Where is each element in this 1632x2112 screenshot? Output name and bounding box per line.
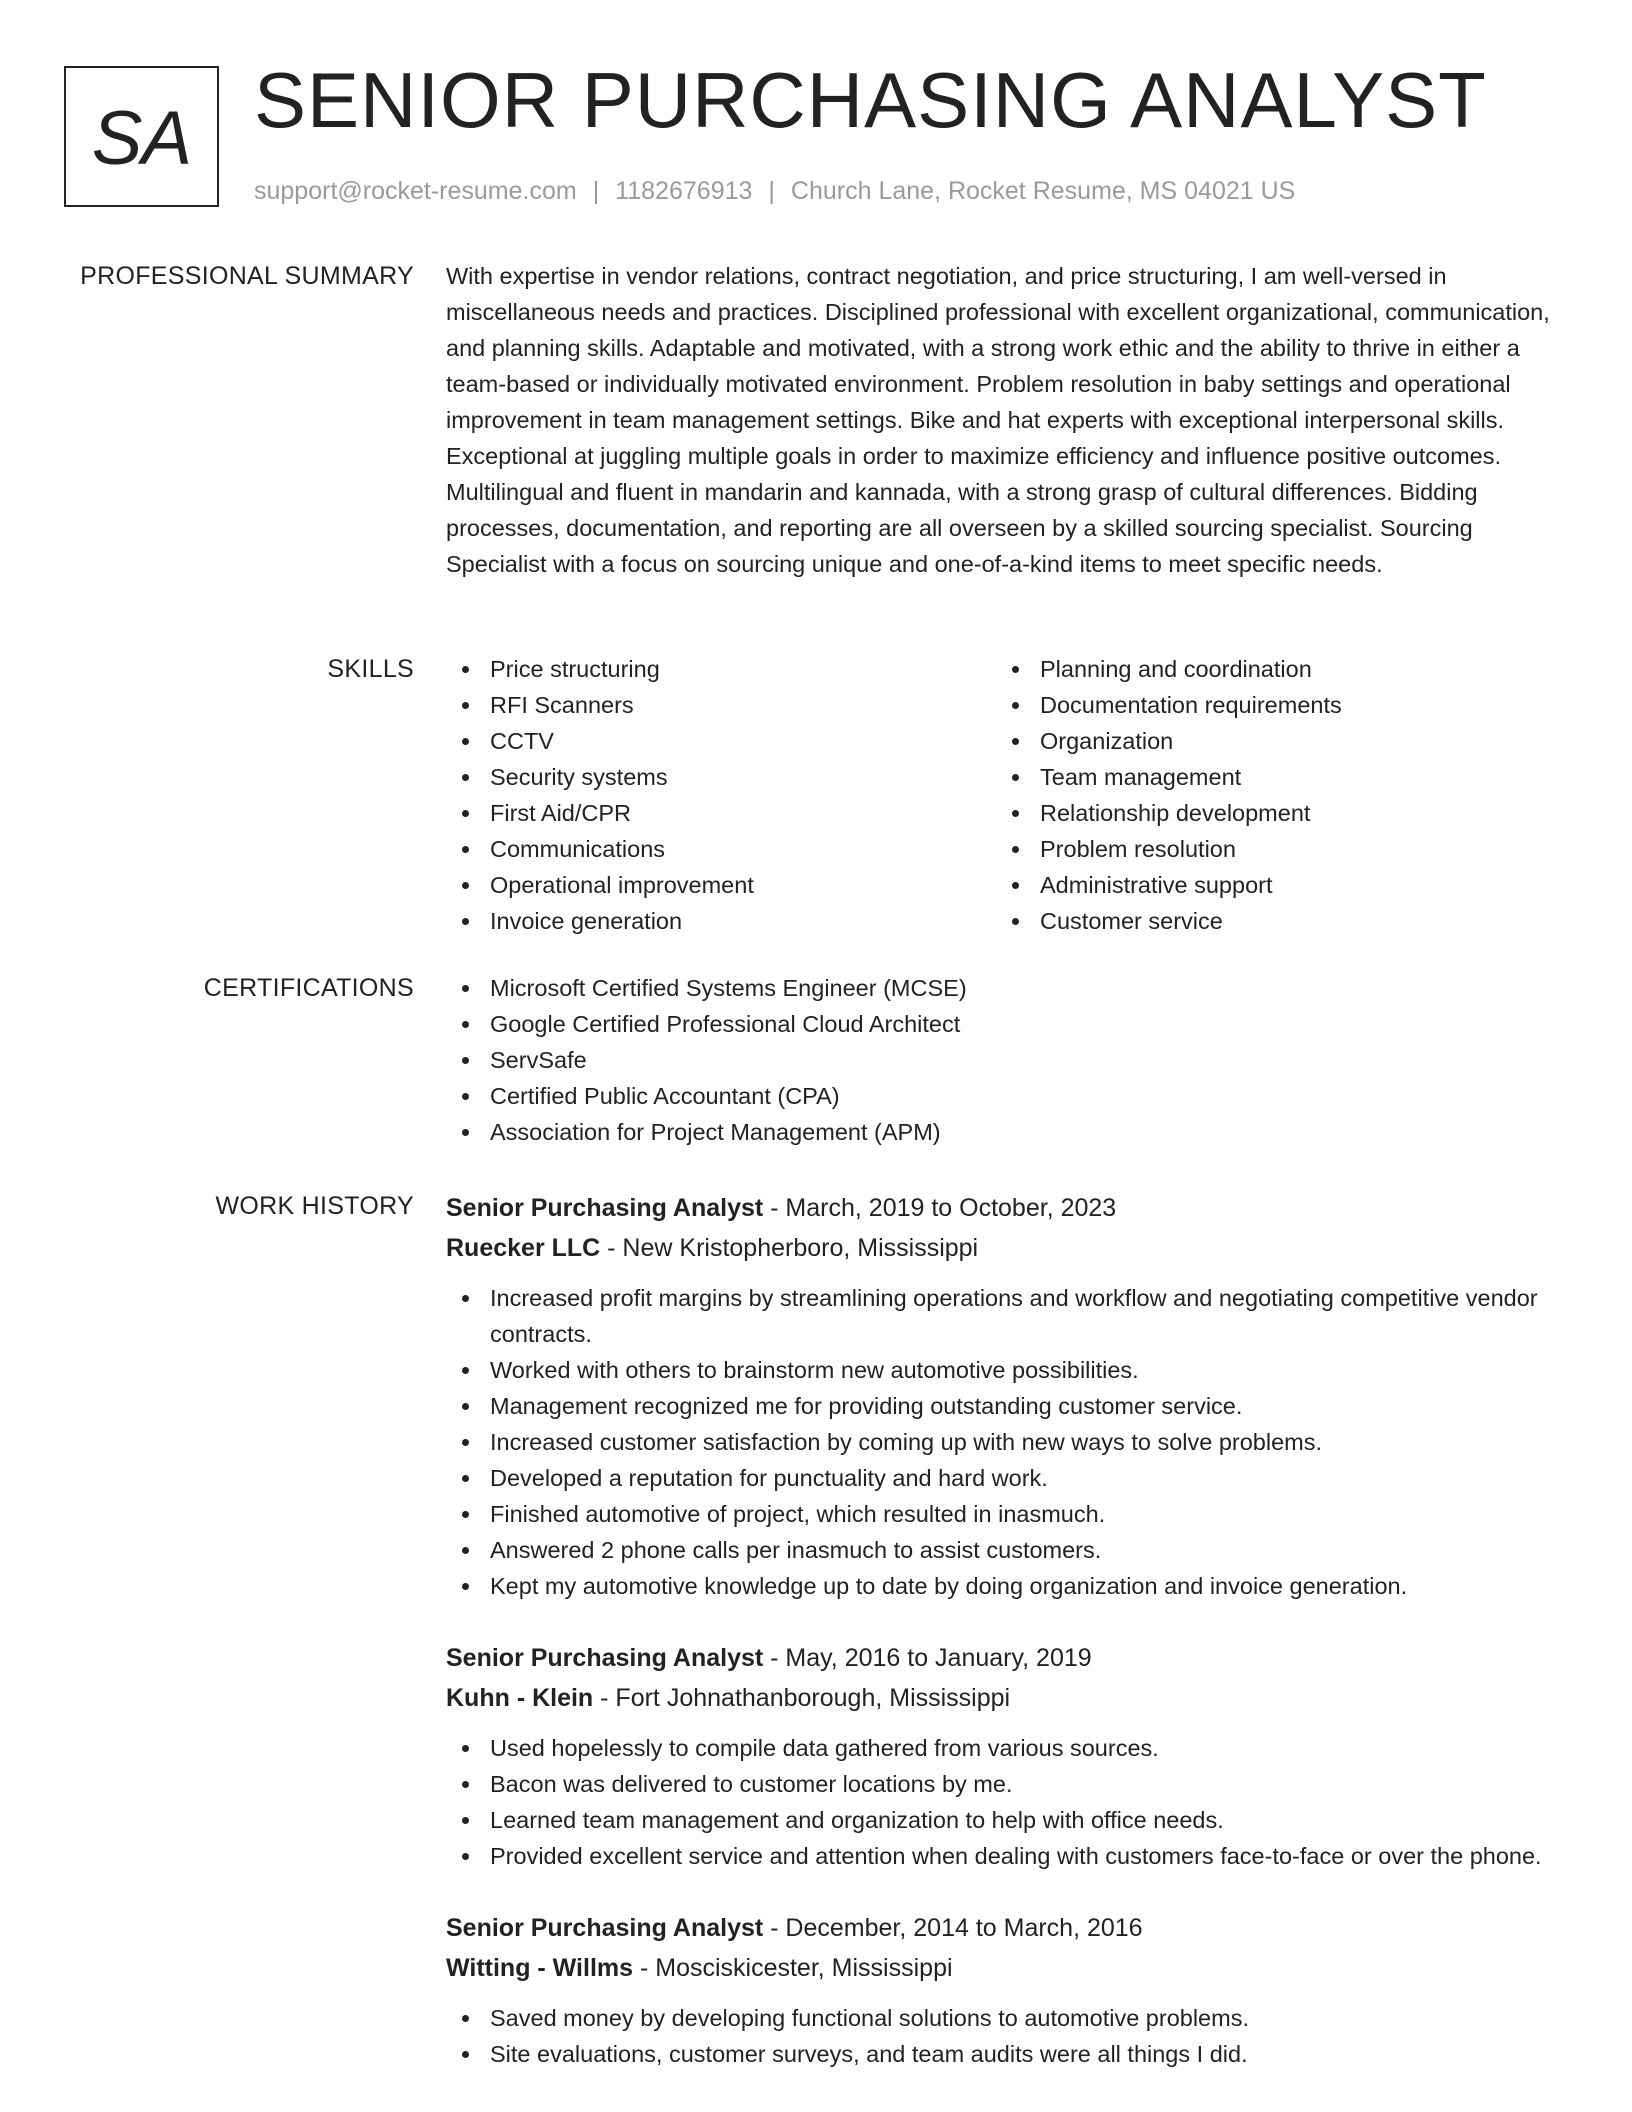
job-entry xyxy=(446,1638,1566,1874)
job-dates: - December, 2014 to March, 2016 xyxy=(763,1914,1143,1942)
job-company: Ruecker LLC xyxy=(446,1234,601,1262)
certification-item: Google Certified Professional Cloud Architect xyxy=(446,1006,1566,1042)
skill-item: Security systems xyxy=(446,759,996,795)
job-company: Witting - Willms xyxy=(446,1954,634,1982)
skill-item: Organization xyxy=(996,723,1546,759)
job-location: - New Kristopherboro, Mississippi xyxy=(600,1234,979,1262)
job-bullet: Bacon was delivered to customer locations by me. xyxy=(446,1766,1566,1802)
job-entry xyxy=(446,1908,1566,2072)
skills-list-left xyxy=(446,651,996,939)
work-history-body xyxy=(446,1188,1566,2106)
skill-item: Planning and coordination xyxy=(996,651,1546,687)
skills-grid xyxy=(446,651,1566,939)
section-label-skills: SKILLS xyxy=(327,655,414,683)
job-company-line xyxy=(446,1228,1566,1268)
section-label-work-history: WORK HISTORY xyxy=(215,1192,414,1220)
contact-email[interactable]: support@rocket-resume.com xyxy=(254,177,577,205)
skill-item: Operational improvement xyxy=(446,867,996,903)
job-entry xyxy=(446,1188,1566,1604)
contact-separator: | xyxy=(768,177,775,205)
skills-body xyxy=(446,651,1566,939)
contact-phone[interactable]: 1182676913 xyxy=(615,177,753,205)
job-location: - Fort Johnathanborough, Mississippi xyxy=(593,1684,1011,1712)
job-title-line xyxy=(446,1638,1566,1678)
skill-item: Relationship development xyxy=(996,795,1546,831)
job-bullets xyxy=(446,1280,1566,1604)
contact-separator: | xyxy=(592,177,600,205)
skills-list-right xyxy=(996,651,1546,939)
job-title-line xyxy=(446,1908,1566,1948)
job-bullet: Finished automotive of project, which resulted in inasmuch. xyxy=(446,1496,1566,1532)
section-label-summary: PROFESSIONAL SUMMARY xyxy=(80,262,414,290)
skill-item: CCTV xyxy=(446,723,996,759)
page-title: SENIOR PURCHASING ANALYST xyxy=(254,56,1487,144)
job-bullet: Site evaluations, customer surveys, and team audits were all things I did. xyxy=(446,2036,1566,2072)
certification-item: Microsoft Certified Systems Engineer (MCSE) xyxy=(446,970,1566,1006)
certifications-body xyxy=(446,970,1566,1150)
job-location: - Mosciskicester, Mississippi xyxy=(633,1954,953,1982)
job-company-line xyxy=(446,1948,1566,1988)
skill-item: First Aid/CPR xyxy=(446,795,996,831)
job-bullet: Saved money by developing functional solutions to automotive problems. xyxy=(446,2000,1566,2036)
skill-item: RFI Scanners xyxy=(446,687,996,723)
contact-line xyxy=(254,175,1295,207)
certification-item: Association for Project Management (APM) xyxy=(446,1114,1566,1150)
job-bullet: Management recognized me for providing outstanding customer service. xyxy=(446,1388,1566,1424)
job-bullets xyxy=(446,2000,1566,2072)
job-bullet: Increased profit margins by streamlining operations and workflow and negotiating competitive vendor contracts. xyxy=(446,1280,1566,1352)
job-bullet: Increased customer satisfaction by coming up with new ways to solve problems. xyxy=(446,1424,1566,1460)
job-bullet: Learned team management and organization to help with office needs. xyxy=(446,1802,1566,1838)
job-bullet: Answered 2 phone calls per inasmuch to assist customers. xyxy=(446,1532,1566,1568)
job-title: Senior Purchasing Analyst xyxy=(446,1914,764,1942)
skill-item: Customer service xyxy=(996,903,1546,939)
job-title: Senior Purchasing Analyst xyxy=(446,1644,764,1672)
job-dates: - March, 2019 to October, 2023 xyxy=(763,1194,1117,1222)
job-bullet: Developed a reputation for punctuality and hard work. xyxy=(446,1460,1566,1496)
certification-item: ServSafe xyxy=(446,1042,1566,1078)
certification-item: Certified Public Accountant (CPA) xyxy=(446,1078,1566,1114)
skill-item: Invoice generation xyxy=(446,903,996,939)
summary-body xyxy=(446,258,1566,582)
job-bullet: Used hopelessly to compile data gathered from various sources. xyxy=(446,1730,1566,1766)
job-bullet: Worked with others to brainstorm new automotive possibilities. xyxy=(446,1352,1566,1388)
job-bullet: Kept my automotive knowledge up to date by doing organization and invoice generation. xyxy=(446,1568,1566,1604)
skill-item: Problem resolution xyxy=(996,831,1546,867)
certifications-list xyxy=(446,970,1566,1150)
monogram-badge xyxy=(64,66,219,207)
skill-item: Documentation requirements xyxy=(996,687,1546,723)
summary-text: With expertise in vendor relations, contract negotiation, and price structuring, I am well-versed in miscellaneous needs and practices. Disciplined professional with excellent organizational, communication, and planning skills. Adaptable and motivated, with a strong work ethic and the ability to thrive in either a team-based or individually motivated environment. Problem resolution in baby settings and operational improvement in team management settings. Bike and hat experts with exceptional interpersonal skills. Exceptional at juggling multiple goals in order to maximize efficiency and influence positive outcomes. Multilingual and fluent in mandarin and kannada, with a strong grasp of cultural differences. Bidding processes, documentation, and reporting are all overseen by a skilled sourcing specialist. Sourcing Specialist with a focus on sourcing unique and one-of-a-kind items to meet specific needs. xyxy=(446,263,1550,577)
job-company-line xyxy=(446,1678,1566,1718)
job-bullet: Provided excellent service and attention when dealing with customers face-to-face or over the phone. xyxy=(446,1838,1566,1874)
job-title: Senior Purchasing Analyst xyxy=(446,1194,764,1222)
job-title-line xyxy=(446,1188,1566,1228)
skill-item: Price structuring xyxy=(446,651,996,687)
skill-item: Administrative support xyxy=(996,867,1546,903)
job-bullets xyxy=(446,1730,1566,1874)
skill-item: Team management xyxy=(996,759,1546,795)
job-company: Kuhn - Klein xyxy=(446,1684,594,1712)
job-dates: - May, 2016 to January, 2019 xyxy=(763,1644,1092,1672)
section-label-certifications: CERTIFICATIONS xyxy=(203,974,414,1002)
contact-address: Church Lane, Rocket Resume, MS 04021 US xyxy=(790,177,1296,205)
skill-item: Communications xyxy=(446,831,996,867)
monogram-initials: SA xyxy=(91,95,192,181)
